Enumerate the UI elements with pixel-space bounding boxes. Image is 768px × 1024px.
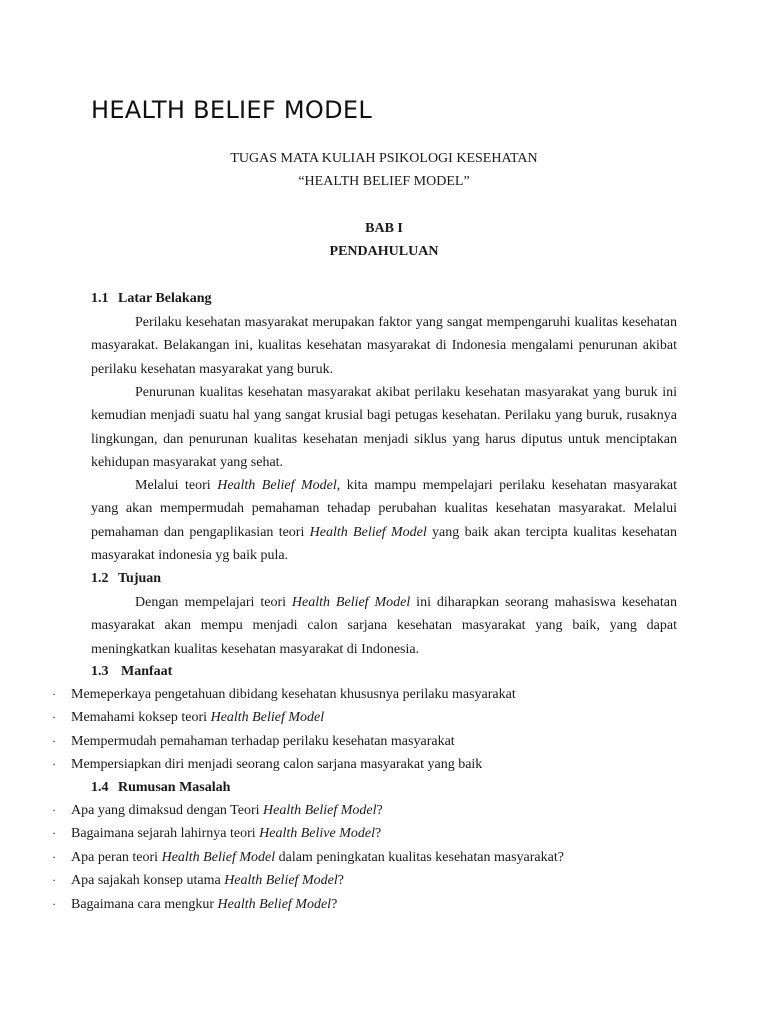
section-title: Latar Belakang xyxy=(118,291,212,306)
section-heading-latar-belakang xyxy=(91,291,211,307)
bullet-icon: · xyxy=(52,710,56,725)
bullet-icon: · xyxy=(52,687,56,701)
section-heading-manfaat xyxy=(91,664,172,680)
section-number: 1.3 xyxy=(91,664,109,679)
section-heading-tujuan xyxy=(91,571,161,587)
section-number: 1.1 xyxy=(91,291,109,306)
section-number: 1.2 xyxy=(91,571,109,586)
bullet-icon: · xyxy=(52,826,56,841)
section-title: Tujuan xyxy=(118,571,162,586)
bullet-icon: · xyxy=(52,803,56,817)
paragraph-latar-belakang-3: Melalui teori Health Belief Model, kita mampu mempelajari perilaku kesehatan masyarakat yang akan mempermudah pemahaman tehadap perubahan kualitas kesehatan masyarakat. Melalui pemahaman dan pengaplikasian teori Health Belief Model yang baik akan tercipta kualitas kesehatan masyarakat indonesia yg baik pula. xyxy=(91,478,677,563)
paragraph-latar-belakang-1: Perilaku kesehatan masyarakat merupakan faktor yang sangat mempengaruhi kualitas kesehatan masyarakat. Belakangan ini, kualitas kesehatan masyarakat di Indonesia mengalami penurunan akibat perilaku kesehatan masyarakat yang buruk. xyxy=(91,315,677,377)
document-title: HEALTH BELIEF MODEL xyxy=(91,96,373,124)
chapter-number: BAB I xyxy=(365,221,403,236)
section-title: Rumusan Masalah xyxy=(118,780,231,795)
list-item: · Apa sajakah konsep utama Health Belief Model? xyxy=(0,869,700,892)
list-item: · Memeperkaya pengetahuan dibidang kesehatan khususnya perilaku masyarakat xyxy=(0,683,700,706)
list-item: · Memahami koksep teori Health Belief Model xyxy=(0,706,700,729)
section-title: Manfaat xyxy=(121,664,173,679)
bullet-icon: · xyxy=(52,849,56,864)
bullet-icon: · xyxy=(52,733,56,748)
assignment-topic: “HEALTH BELIEF MODEL” xyxy=(298,174,470,189)
list-item: · Mempersiapkan diri menjadi seorang calon sarjana masyarakat yang baik xyxy=(0,753,700,776)
bullet-icon: · xyxy=(52,873,56,888)
list-item: · Apa peran teori Health Belief Model dalam peningkatan kualitas kesehatan masyarakat? xyxy=(0,846,700,869)
paragraph-tujuan: Dengan mempelajari teori Health Belief Model ini diharapkan seorang mahasiswa kesehatan masyarakat akan mempu menjadi calon sarjana kesehatan masyarakat yang baik, yang dapat meningkatkan kualitas kesehatan masyarakat di Indonesia. xyxy=(91,595,677,657)
chapter-title: PENDAHULUAN xyxy=(329,244,439,259)
manfaat-list xyxy=(0,683,700,777)
assignment-subtitle: TUGAS MATA KULIAH PSIKOLOGI KESEHATAN xyxy=(230,151,538,166)
list-item: · Bagaimana sejarah lahirnya teori Health Belive Model? xyxy=(0,822,700,845)
bullet-icon: · xyxy=(52,757,56,772)
paragraph-latar-belakang-2: Penurunan kualitas kesehatan masyarakat akibat perilaku kesehatan masyarakat yang buruk ini kemudian menjadi suatu hal yang sangat krusial bagi petugas kesehatan. Perilaku yang buruk, rusaknya lingkungan, dan penurunan kualitas kesehatan menjadi siklus yang harus diputus untuk menciptakan kehidupan masyarakat yang sehat. xyxy=(91,385,677,470)
list-item: · Mempermudah pemahaman terhadap perilaku kesehatan masyarakat xyxy=(0,730,700,753)
section-heading-rumusan-masalah xyxy=(91,780,230,796)
list-item: · Apa yang dimaksud dengan Teori Health Belief Model? xyxy=(0,799,700,822)
list-item: · Bagaimana cara mengkur Health Belief Model? xyxy=(0,893,700,916)
section-number: 1.4 xyxy=(91,780,109,795)
bullet-icon: · xyxy=(52,896,56,911)
rumusan-masalah-list xyxy=(0,799,700,916)
